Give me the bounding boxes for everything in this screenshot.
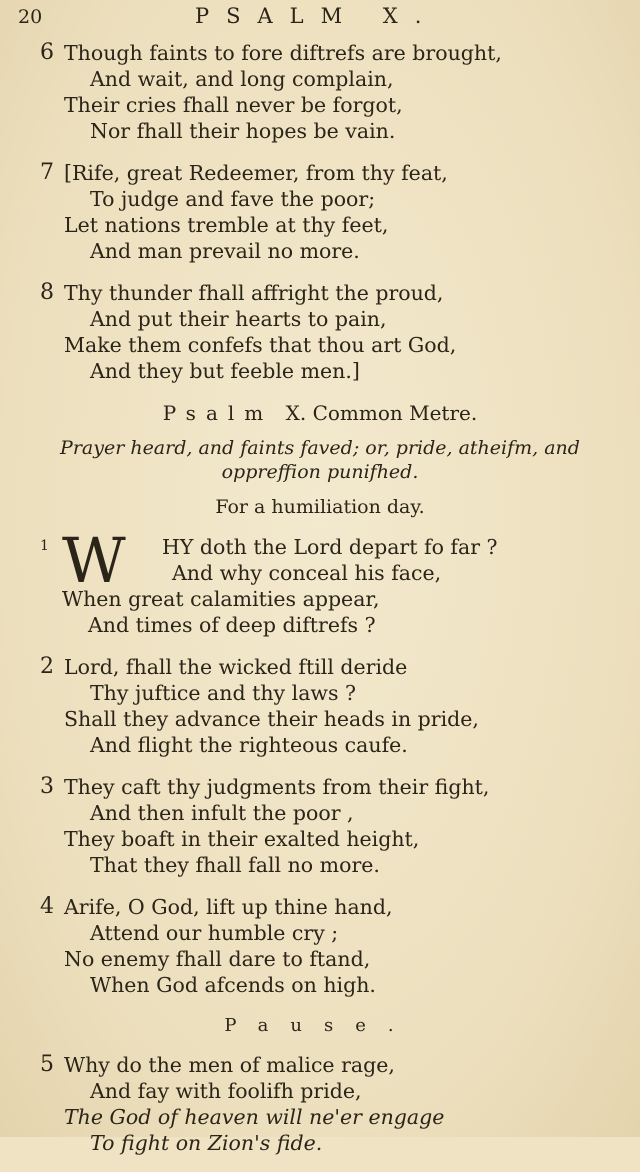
verse-line: No enemy fhall dare to ftand, xyxy=(64,947,371,971)
verse-line: And they but feeble men.] xyxy=(90,359,360,383)
psalm-metre: Common Metre. xyxy=(312,401,478,425)
verse-line: Attend our humble cry ; xyxy=(90,921,339,945)
running-title: PSALM X. xyxy=(195,4,439,28)
verse-line: And put their hearts to pain, xyxy=(90,307,387,331)
verse-line: Thy juftice and thy laws ? xyxy=(90,681,356,705)
psalm-subtitle: Prayer heard, and faints faved; or, pride, atheifm, and oppreffion punifhed. xyxy=(60,437,580,483)
stanza-8 xyxy=(40,280,640,384)
drop-cap: W xyxy=(62,524,126,597)
stanza-6 xyxy=(40,40,640,144)
verse-line: The God of heaven will ne'er engage xyxy=(64,1105,445,1129)
verse-line: Make them confefs that thou art God, xyxy=(64,333,457,357)
page-content xyxy=(0,40,640,1172)
stanza-number: 4 xyxy=(40,894,54,919)
stanza-number: 2 xyxy=(40,654,54,679)
verse-line: And man prevail no more. xyxy=(90,239,360,263)
verse-line: Though faints to fore diftrefs are brought, xyxy=(64,41,502,65)
stanza-number: 7 xyxy=(40,160,54,185)
verse-line: [Rife, great Redeemer, from thy feat, xyxy=(64,161,448,185)
verse-line: To judge and fave the poor; xyxy=(90,187,376,211)
stanza-1 xyxy=(40,524,640,638)
psalm-occasion: For a humiliation day. xyxy=(215,496,425,518)
verse-line: Their cries fhall never be forgot, xyxy=(64,93,403,117)
page-header xyxy=(0,2,640,32)
pause-heading: Pause. xyxy=(224,1015,416,1036)
verse-line: HY doth the Lord depart fo far ? xyxy=(162,535,498,559)
verse-line: Let nations tremble at thy feet, xyxy=(64,213,389,237)
verse-line: Why do the men of malice rage, xyxy=(64,1053,395,1077)
stanza-5 xyxy=(40,1052,640,1156)
stanza-number: 3 xyxy=(40,774,54,799)
verse-line: Lord, fhall the wicked ftill deride xyxy=(64,655,408,679)
verse-line: Shall they advance their heads in pride, xyxy=(64,707,479,731)
verse-line: They caft thy judgments from their fight, xyxy=(64,775,490,799)
verse-line: They boaft in their exalted height, xyxy=(64,827,420,851)
verse-line: And fay with foolifh pride, xyxy=(90,1079,362,1103)
verse-line: When great calamities appear, xyxy=(62,587,380,611)
stanza-2 xyxy=(40,654,640,758)
stanza-number: 5 xyxy=(40,1052,54,1077)
psalm-word: Psalm xyxy=(162,401,274,425)
stanza-4 xyxy=(40,894,640,998)
psalm-numeral: X. xyxy=(285,401,307,425)
verse-line: And why conceal his face, xyxy=(172,561,442,585)
verse-line: When God afcends on high. xyxy=(90,973,376,997)
verse-line: Nor fhall their hopes be vain. xyxy=(90,119,396,143)
psalm-heading xyxy=(0,400,640,426)
verse-line: Arife, O God, lift up thine hand, xyxy=(64,895,393,919)
verse-line: Thy thunder fhall affright the proud, xyxy=(64,281,444,305)
stanza-3 xyxy=(40,774,640,878)
verse-line: And times of deep diftrefs ? xyxy=(88,613,376,637)
stanza-number: 8 xyxy=(40,280,54,305)
stanza-7 xyxy=(40,160,640,264)
verse-line: To fight on Zion's fide. xyxy=(90,1131,323,1155)
verse-line: That they fhall fall no more. xyxy=(90,853,380,877)
verse-line: And then infult the poor , xyxy=(90,801,354,825)
stanza-number: 1 xyxy=(40,538,49,554)
verse-line: And flight the righteous caufe. xyxy=(90,733,408,757)
verse-line: And wait, and long complain, xyxy=(90,67,394,91)
page-number: 20 xyxy=(18,6,43,28)
stanza-number: 6 xyxy=(40,40,54,65)
